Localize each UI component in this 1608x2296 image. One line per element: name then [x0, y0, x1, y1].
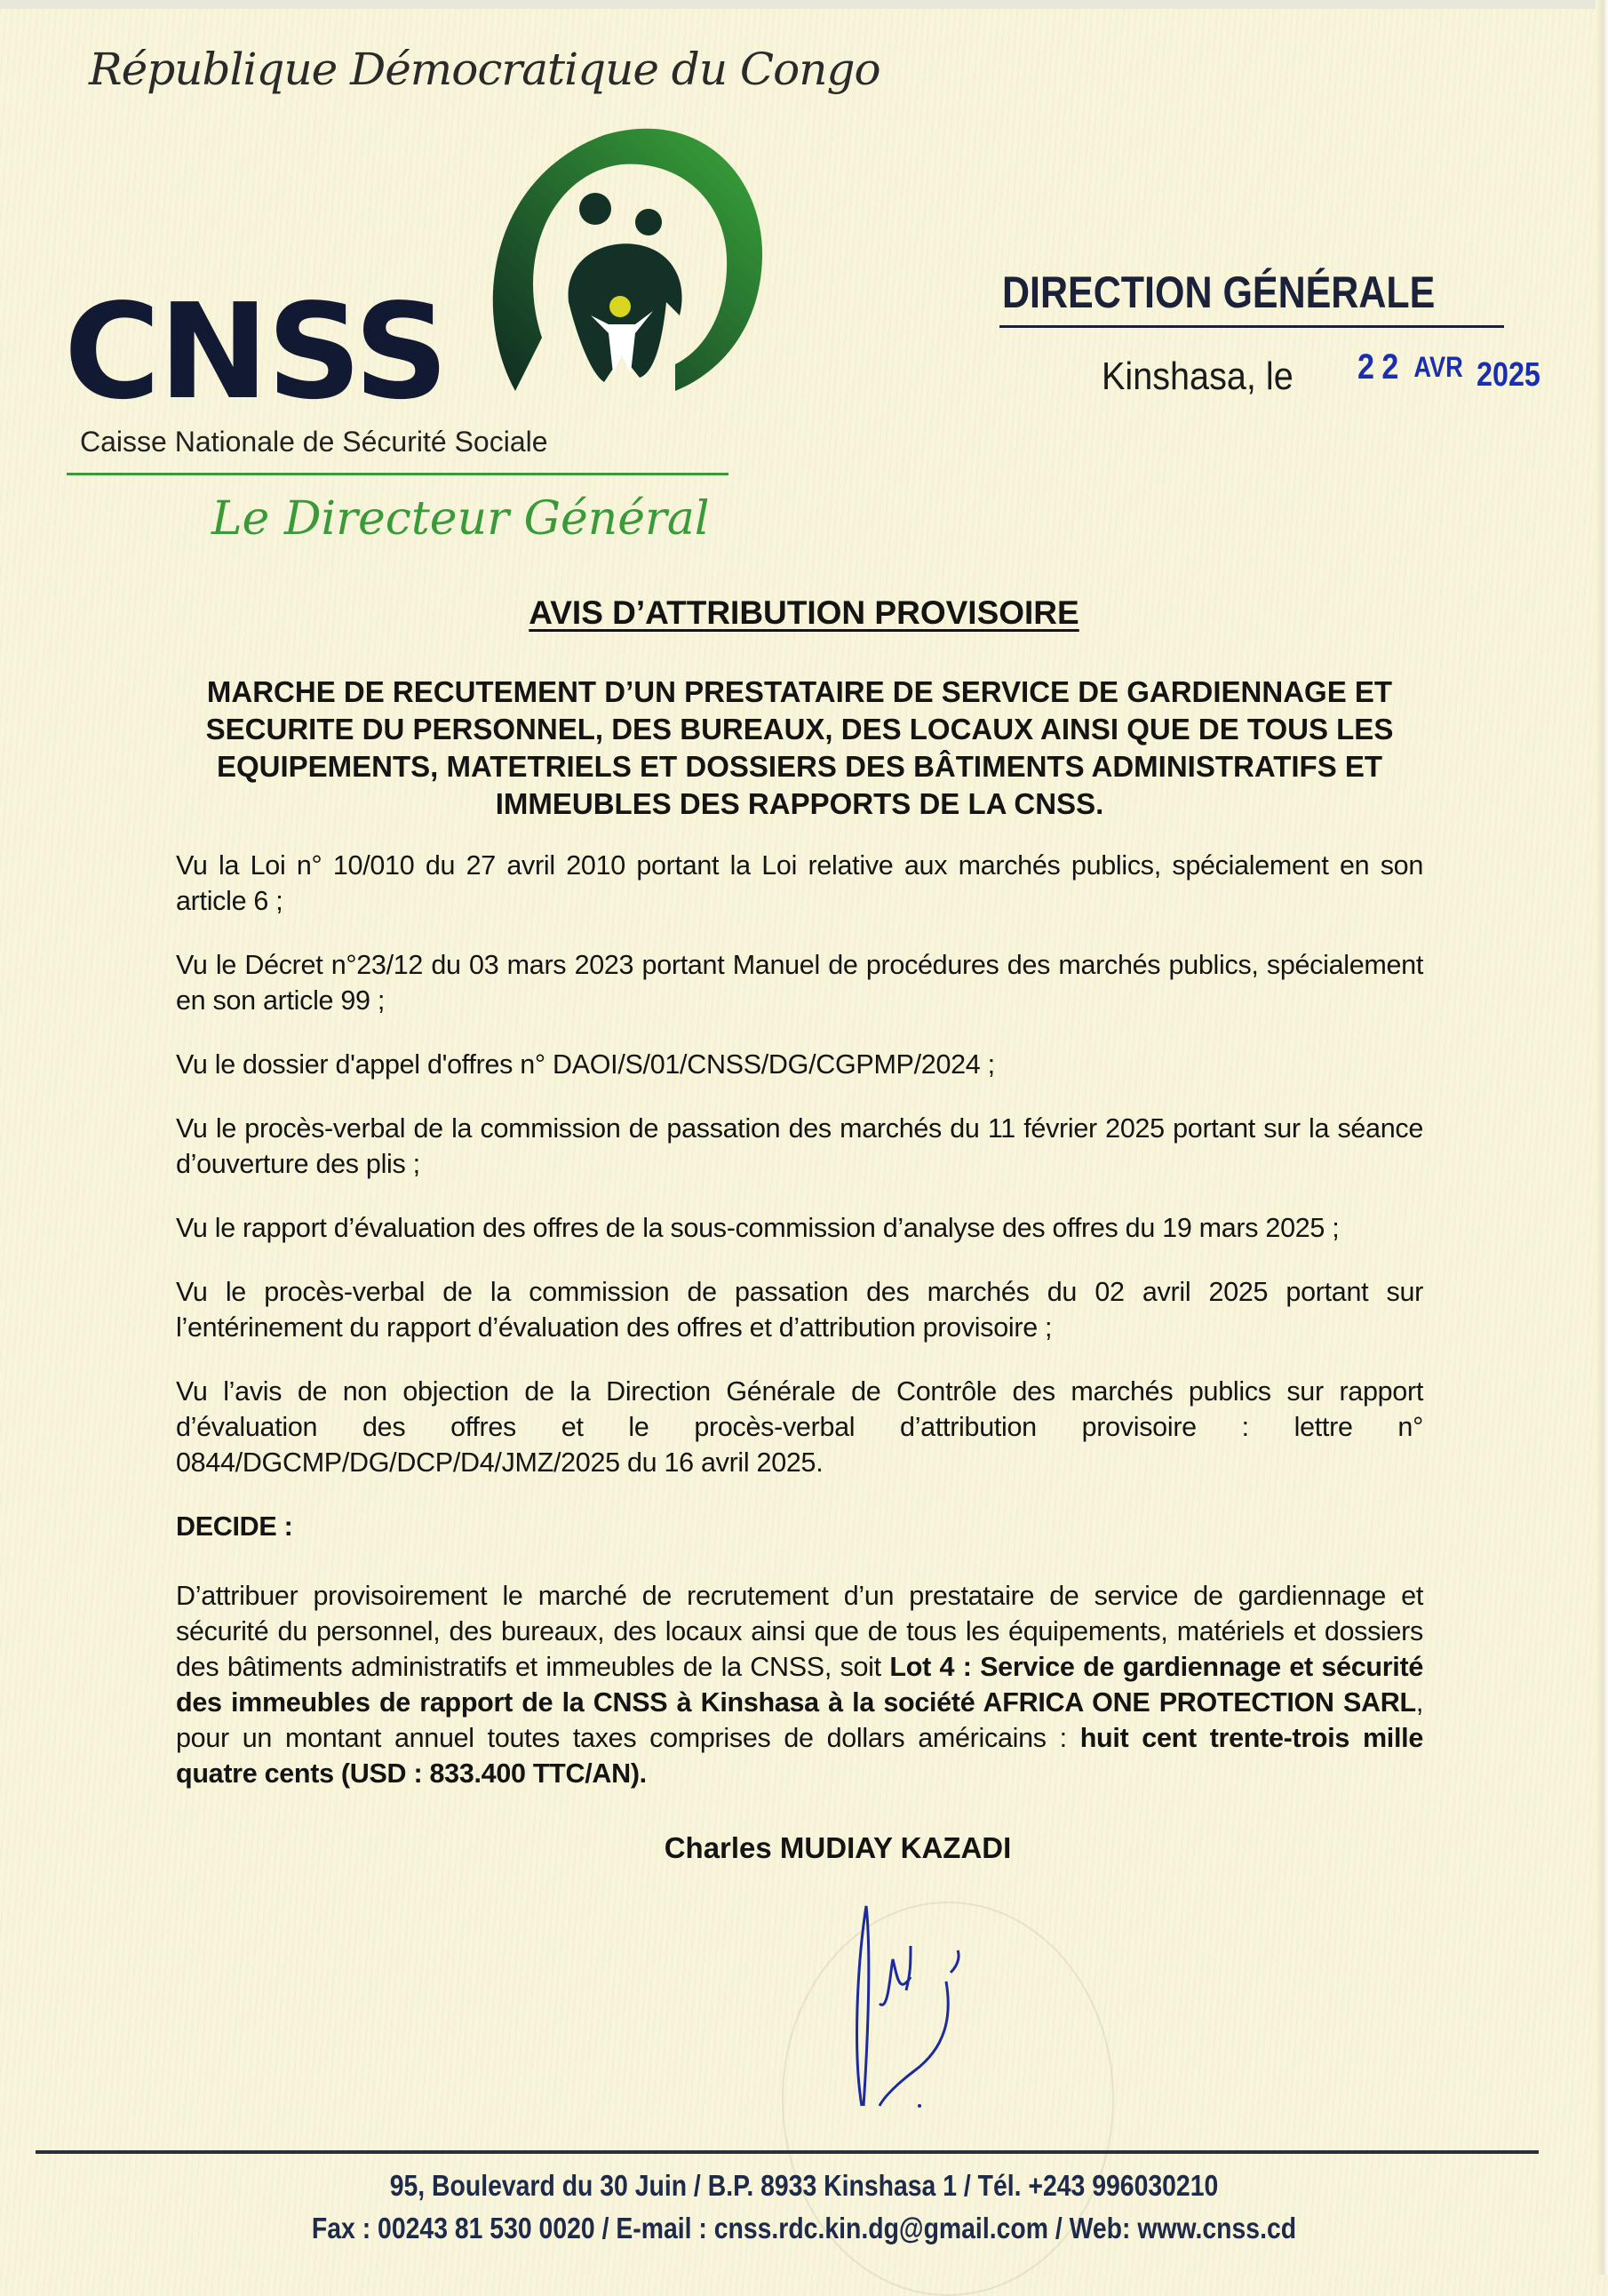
handwritten-signature: [835, 1893, 1066, 2124]
consideration: Vu le rapport d’évaluation des offres de la sous-commission d’analyse des offres du 19 mars 2025 ;: [176, 1213, 1340, 1243]
document-body: [176, 848, 1423, 1866]
decision-lot: Lot 4 : Service de gardiennage et sécurité des immeubles de rapport de la CNSS à Kinshasa à la société AFRICA ONE PROTECTION SARL: [176, 1652, 1423, 1718]
consideration: Vu le dossier d'appel d'offres n° DAOI/S/01/CNSS/DG/CGPMP/2024 ;: [176, 1049, 995, 1080]
directeur-general-heading: Le Directeur Général: [211, 492, 710, 546]
decide-label: DECIDE :: [176, 1511, 293, 1542]
signatory-name: Charles MUDIAY KAZADI: [664, 1831, 1012, 1864]
republique-heading: République Démocratique du Congo: [89, 44, 880, 95]
decision-paragraph: [176, 1578, 1423, 1791]
footer-address: 95, Boulevard du 30 Juin / B.P. 8933 Kinshasa 1 / Tél. +243 996030210: [389, 2169, 1219, 2202]
scan-top-edge: [0, 0, 1608, 9]
decision-amount: huit cent trente-trois mille quatre cents (USD : 833.400 TTC/AN).: [176, 1723, 1423, 1789]
decision-text: D’attribuer provisoirement le marché de recrutement d’un prestataire de service de gardiennage et sécurité du personnel, des bureaux, des locaux ainsi que de tous les équipements, matériels et dossiers des bâtiments administratifs et immeubles de la CNSS, soit: [176, 1581, 1423, 1682]
document-title-text: AVIS D’ATTRIBUTION PROVISOIRE: [529, 594, 1079, 631]
stamp-year: 2025: [1477, 356, 1540, 394]
consideration: Vu le procès-verbal de la commission de passation des marchés du 02 avril 2025 portant sur l’entérinement du rapport d’évaluation des offres et d’attribution provisoire ;: [176, 1277, 1423, 1343]
footer-divider: [36, 2150, 1539, 2154]
header-divider: [67, 473, 728, 475]
consideration: Vu le Décret n°23/12 du 03 mars 2023 portant Manuel de procédures des marchés publics, spécialement en son article 99 ;: [176, 950, 1423, 1016]
date-stamp: [1357, 345, 1540, 397]
document-subject: MARCHE DE RECUTEMENT D’UN PRESTATAIRE DE SERVICE DE GARDIENNAGE ET SECURITE DU PERSONNEL, DES BUREAUX, DES LOCAUX AINSI QUE DE TOUS LES EQUIPEMENTS, MATETRIELS ET DOSSIERS DES BÂTIMENTS ADMINISTRATIFS ET IMMEUBLES DES RAPPORTS DE LA CNSS.: [205, 675, 1394, 820]
consideration: Vu le procès-verbal de la commission de passation des marchés du 11 février 2025 portant sur la séance d’ouverture des plis ;: [176, 1113, 1423, 1179]
decision-text-2: , pour un montant annuel toutes taxes comprises de dollars américains :: [176, 1687, 1423, 1753]
direction-generale-heading: DIRECTION GÉNÉRALE: [1002, 267, 1436, 317]
cnss-logo-emblem-icon: [480, 124, 773, 409]
scan-right-edge: [1596, 0, 1608, 2275]
logo-subtitle: Caisse Nationale de Sécurité Sociale: [80, 426, 548, 458]
stamp-month: AVR: [1413, 351, 1463, 383]
cnss-logo-text: CNSS: [64, 275, 448, 428]
document-title: [0, 594, 1608, 633]
stamp-day: 22: [1357, 347, 1406, 387]
consideration: Vu la Loi n° 10/010 du 27 avril 2010 portant la Loi relative aux marchés publics, spécialement en son article 6 ;: [176, 850, 1423, 916]
direction-divider: [999, 325, 1504, 328]
footer-contact: Fax : 00243 81 530 0020 / E-mail : cnss.rdc.kin.dg@gmail.com / Web: www.cnss.cd: [311, 2212, 1297, 2244]
place-label: Kinshasa, le: [1102, 355, 1294, 398]
consideration: Vu l’avis de non objection de la Direction Générale de Contrôle des marchés publics sur rapport d’évaluation des offres et le procès-verbal d’attribution provisoire : lettre n° 0844/DGCMP/DG/DCP/D4/JMZ/2025 du 16 avril 2025.: [176, 1376, 1423, 1478]
